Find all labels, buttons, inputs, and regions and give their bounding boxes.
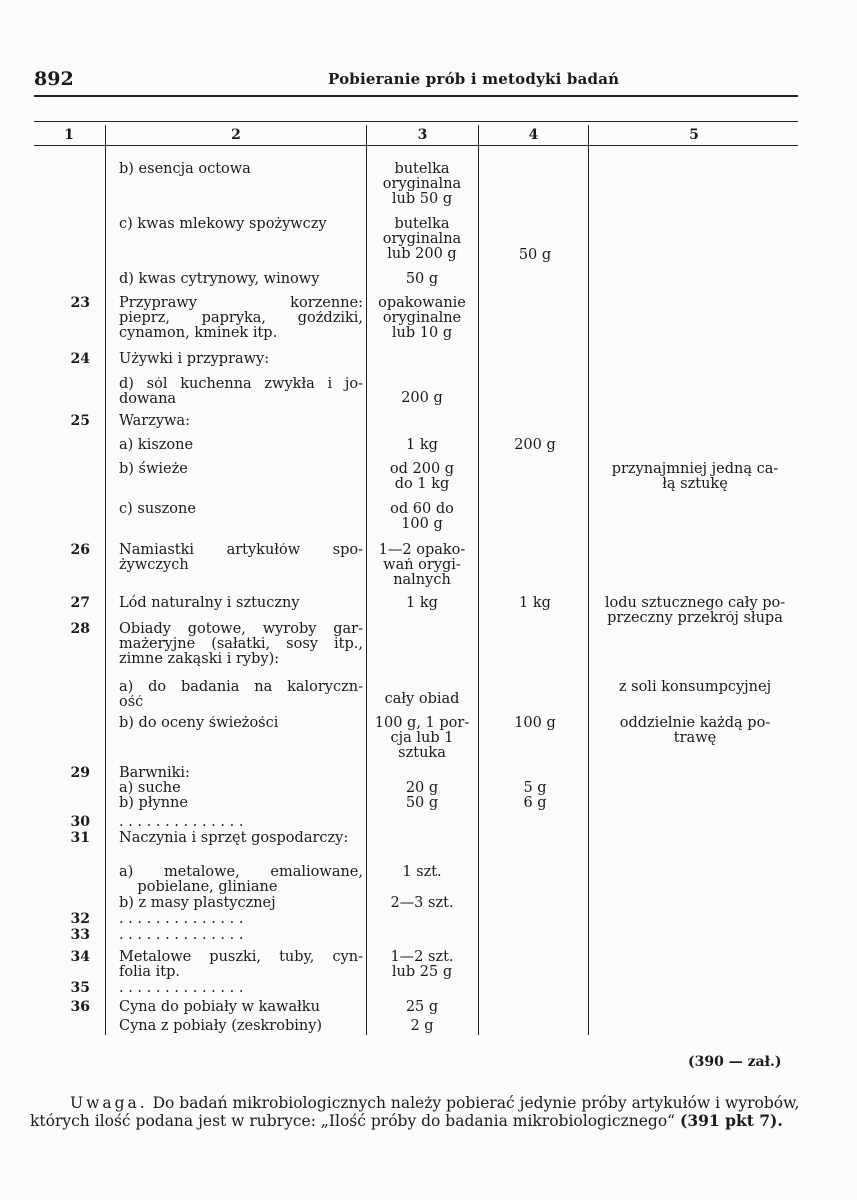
micro-sample-size: 6 g <box>523 795 547 811</box>
column-header-1: 1 <box>64 127 74 143</box>
item-name: Lód naturalny i sztuczny <box>119 595 300 611</box>
page-number: 892 <box>34 68 74 90</box>
row-number: 30 <box>70 814 90 830</box>
sample-size: 1—2 opako- wań orygi- nalnych <box>378 543 466 588</box>
sample-size: 2 g <box>410 1018 434 1034</box>
sample-size: butelka oryginalna lub 200 g <box>382 217 462 262</box>
column-header-4: 4 <box>528 127 539 143</box>
row-number: 32 <box>70 911 90 927</box>
item-name: Namiastki artykułów spo- żywczych <box>119 543 363 573</box>
micro-sample-size: 1 kg <box>519 595 551 611</box>
row-number: 23 <box>70 295 90 311</box>
column-header-5: 5 <box>689 127 699 143</box>
sample-size: 50 g <box>405 795 439 811</box>
sample-size: 100 g, 1 por- cja lub 1 sztuka <box>374 716 470 761</box>
sample-size: cały obiad <box>384 691 460 707</box>
running-head: Pobieranie prób i metodyki badań <box>328 70 620 88</box>
remarks: lodu sztucznego cały po- przeczny przekrój słupa <box>604 596 786 626</box>
micro-sample-size: 200 g <box>514 437 556 453</box>
sample-size: 1 kg <box>406 595 438 611</box>
sample-size: 1 kg <box>406 437 438 453</box>
row-number: 36 <box>70 999 90 1015</box>
sample-size: 1—2 szt. lub 25 g <box>390 950 454 980</box>
sample-size: butelka oryginalna lub 50 g <box>382 162 462 207</box>
row-number: 26 <box>70 542 90 558</box>
row-number: 25 <box>70 413 90 429</box>
row-number: 27 <box>70 595 90 611</box>
item-name: Cyna z pobiały (zeskrobiny) <box>119 1018 323 1034</box>
item-name: b) płynne <box>119 795 188 811</box>
item-name: Używki i przyprawy: <box>119 351 270 367</box>
item-name: b) świeże <box>119 461 188 477</box>
row-number: 34 <box>70 949 90 965</box>
column-header-3: 3 <box>417 127 428 143</box>
item-name: c) kwas mlekowy spożywczy <box>119 216 327 232</box>
row-number: 31 <box>70 830 90 846</box>
item-name: b) do oceny świeżości <box>119 716 279 731</box>
footnote <box>30 1095 800 1130</box>
item-name: b) z masy plastycznej <box>119 895 276 911</box>
note-text: Do badań mikrobiologicznych należy pobierać jedynie próby artykułów i wyrobów, których ilość podana jest w rubryce: „Ilość próby do badania mikrobiologicznego“ <box>30 1094 800 1130</box>
row-number: 33 <box>70 927 90 943</box>
micro-sample-size: 50 g <box>518 247 552 263</box>
remarks: z soli konsumpcyjnej <box>618 679 772 695</box>
sample-size: 25 g <box>405 999 439 1015</box>
item-name: . . . . . . . . . . . . . . <box>119 814 244 830</box>
remarks: przynajmniej jedną ca- łą sztukę <box>611 462 779 492</box>
sample-size: 50 g <box>405 271 439 287</box>
item-name: d) kwas cytrynowy, winowy <box>119 271 320 287</box>
sample-size: 20 g <box>405 780 439 796</box>
legal-reference: (390 — zał.) <box>688 1054 782 1070</box>
item-name: Naczynia i sprzęt gospodarczy: <box>119 830 349 846</box>
sample-size: opakowanie oryginalne lub 10 g <box>378 296 466 341</box>
sample-size: od 200 g do 1 kg <box>389 462 455 492</box>
item-name: a) metalowe, emaliowane, pobielane, gliniane <box>119 865 363 895</box>
micro-sample-size: 100 g <box>514 715 556 731</box>
sample-size: od 60 do 100 g <box>390 502 454 532</box>
item-name: d) sól kuchenna zwykła i jo- dowana <box>119 377 363 407</box>
item-name: a) do badania na kaloryczn- ość <box>119 680 363 710</box>
item-name: a) kiszone <box>119 437 194 453</box>
remarks: oddzielnie każdą po- trawę <box>619 716 771 746</box>
item-name: Metalowe puszki, tuby, cyn- folia itp. <box>119 950 363 980</box>
column-header-2: 2 <box>231 127 241 143</box>
note-label: Uwaga. <box>70 1094 148 1112</box>
item-name: Obiady gotowe, wyroby gar- mażeryjne (sałatki, sosy itp., zimne zakąski i ryby): <box>119 622 363 667</box>
micro-sample-size: 5 g <box>523 780 547 796</box>
item-name: c) suszone <box>119 501 196 517</box>
row-number: 28 <box>70 621 90 637</box>
item-name: Cyna do pobiały w kawałku <box>119 999 320 1015</box>
row-number: 29 <box>70 765 90 781</box>
row-number: 24 <box>70 351 90 367</box>
item-name: a) suche <box>119 780 181 796</box>
item-name: . . . . . . . . . . . . . . <box>119 911 244 927</box>
sample-size: 1 szt. <box>402 864 442 880</box>
item-name: Przyprawy korzenne: pieprz, papryka, goździki, cynamon, kminek itp. <box>119 296 363 341</box>
item-name: . . . . . . . . . . . . . . <box>119 980 244 996</box>
row-number: 35 <box>70 980 90 996</box>
item-name: . . . . . . . . . . . . . . <box>119 927 244 943</box>
sample-size: 200 g <box>401 390 443 406</box>
item-name: Barwniki: <box>119 765 190 781</box>
item-name: Warzywa: <box>119 413 190 429</box>
sample-size: 2—3 szt. <box>390 895 454 911</box>
note-reference: (391 pkt 7). <box>680 1111 783 1130</box>
item-name: b) esencja octowa <box>119 161 251 177</box>
